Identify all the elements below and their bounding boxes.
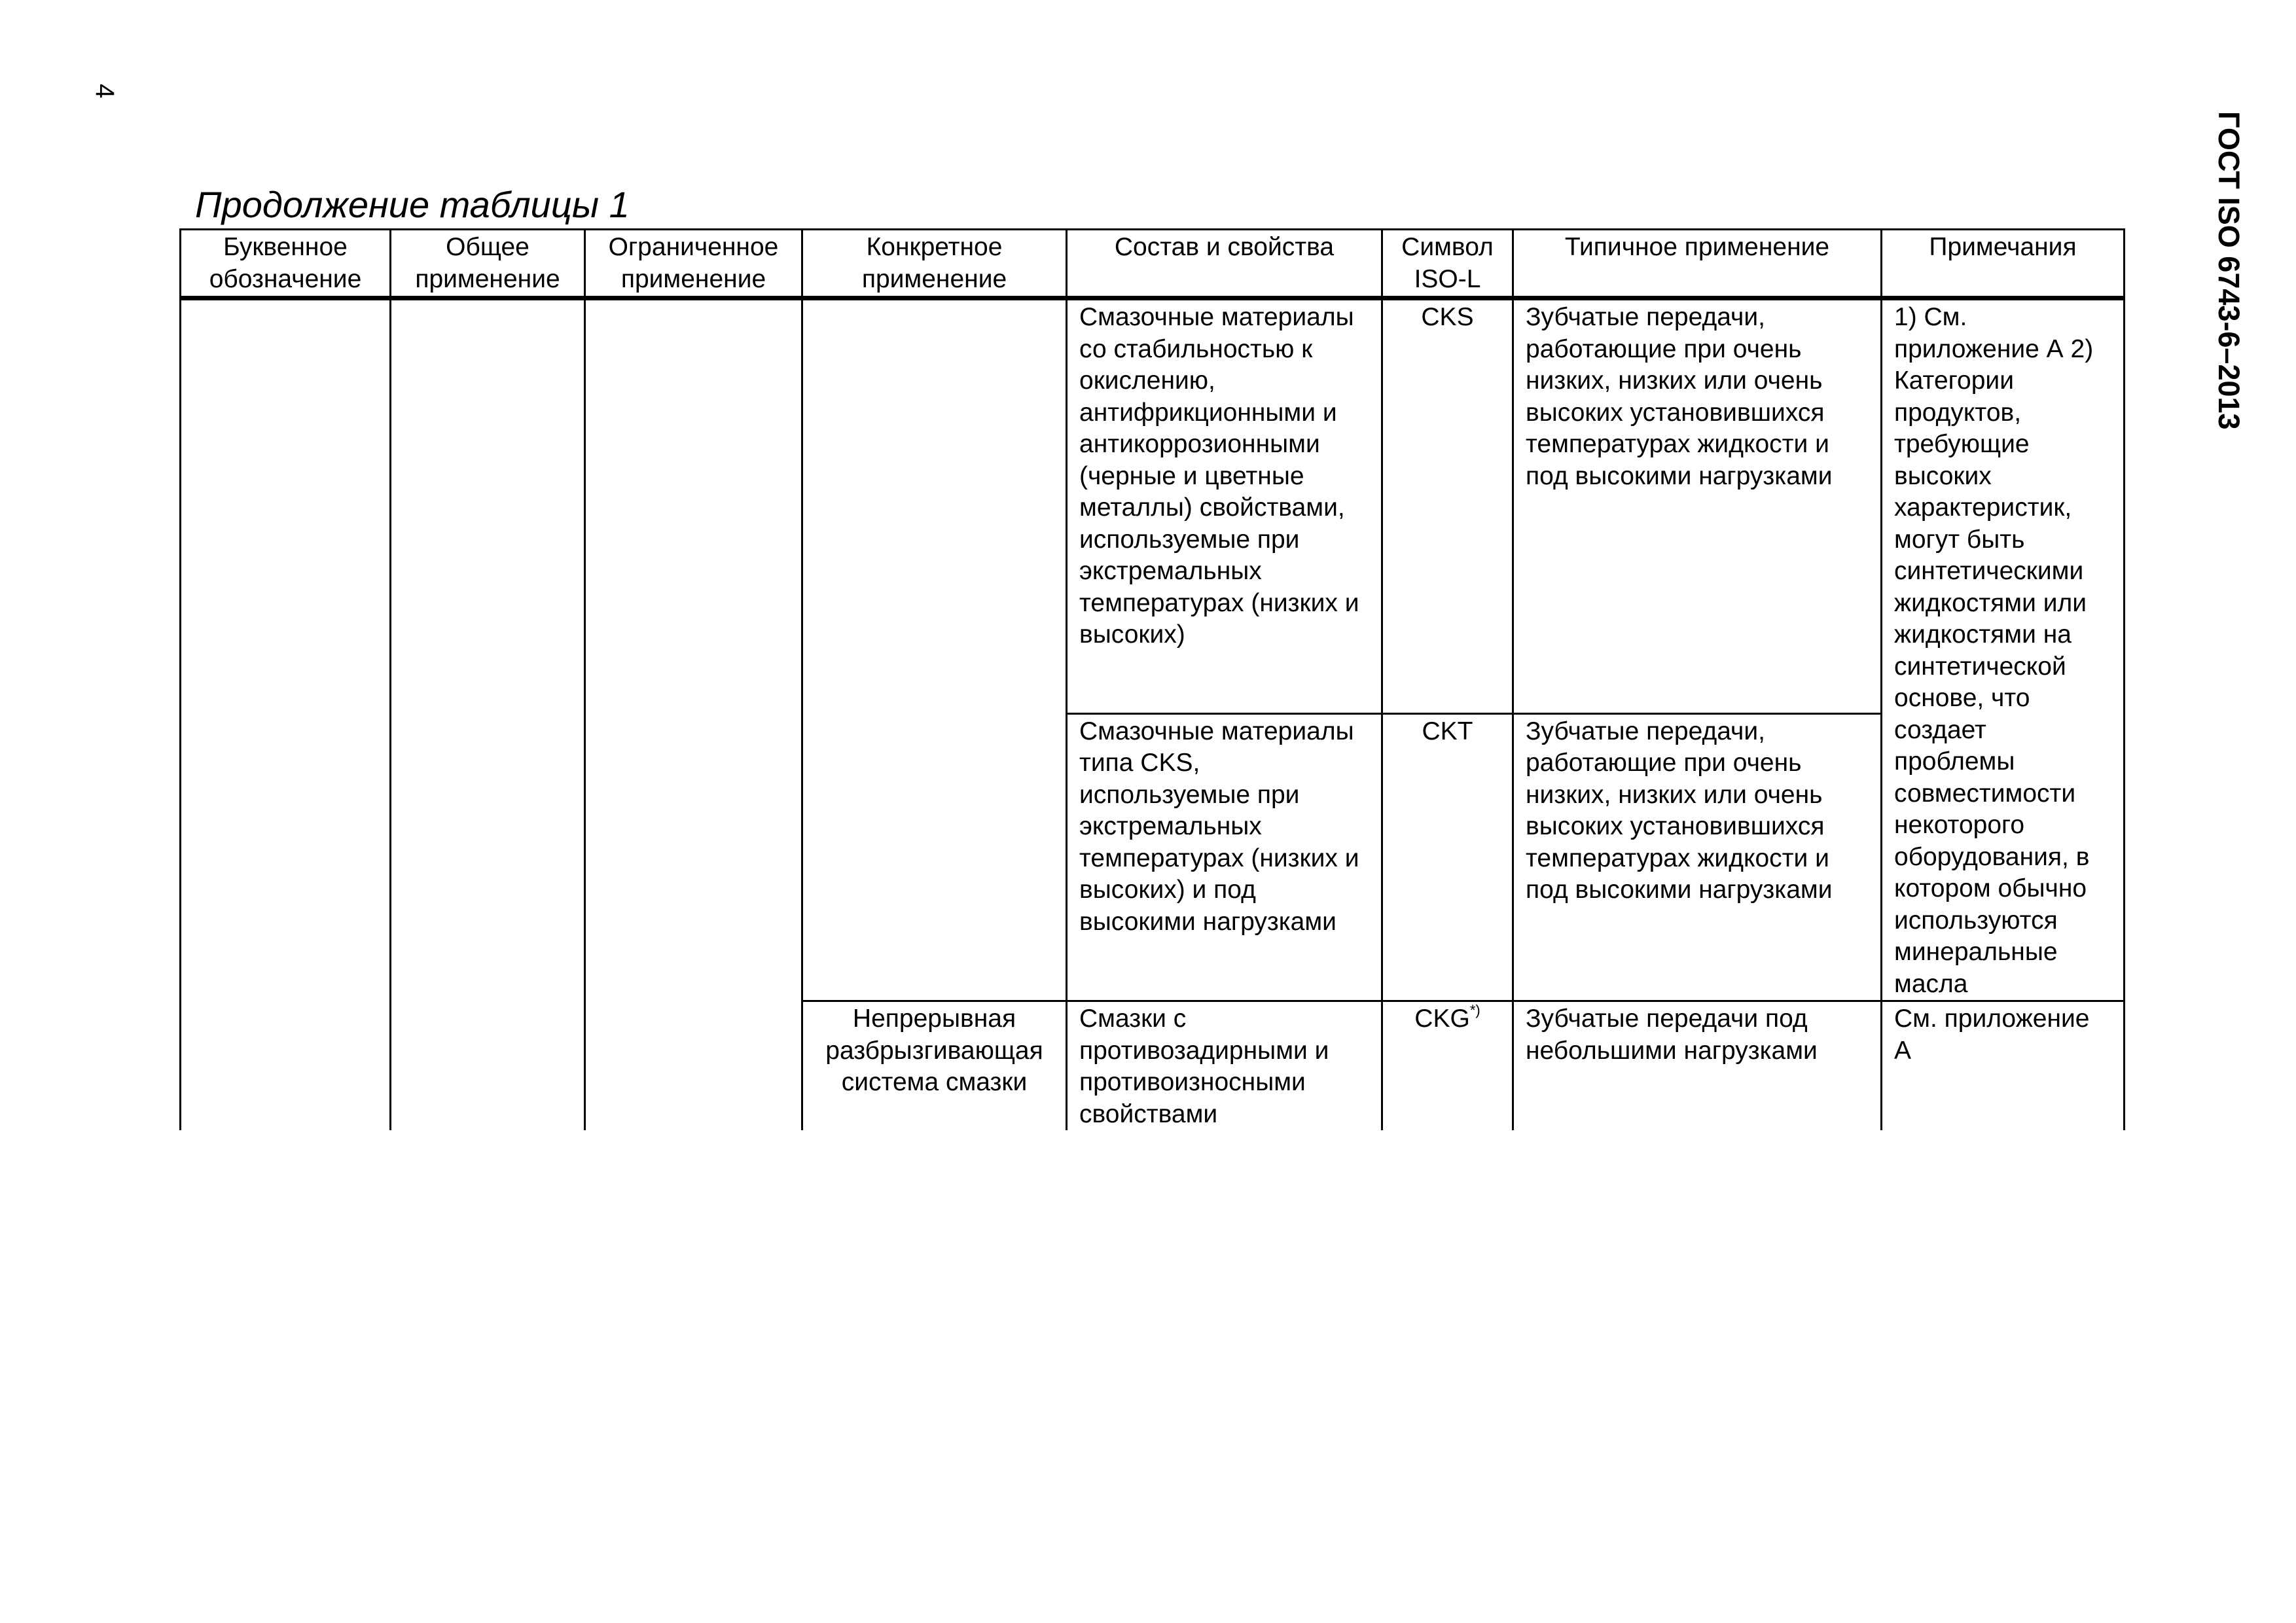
table-caption: Продолжение таблицы 1 xyxy=(195,184,630,225)
limited-use-cell xyxy=(585,298,802,1131)
typical-use-cell: Зубчатые передачи под небольшими нагрузками xyxy=(1513,1001,1882,1131)
notes-cell: См. приложение А xyxy=(1882,1001,2125,1131)
page-number: 4 xyxy=(90,84,119,99)
symbol-cell: CKS xyxy=(1382,298,1513,714)
composition-cell: Смазочные материалы типа CKS, используемые при экстремальных температурах (низких и высоких) и под высокими нагрузками xyxy=(1067,713,1382,1001)
symbol-cell xyxy=(1382,1001,1513,1131)
letter-designation-cell xyxy=(181,298,391,1131)
header-letter-designation: Буквенное обозначение xyxy=(181,230,391,298)
symbol-cell: CKT xyxy=(1382,713,1513,1001)
header-symbol: Символ ISO-L xyxy=(1382,230,1513,298)
header-composition: Состав и свойства xyxy=(1067,230,1382,298)
header-specific-use: Конкретное применение xyxy=(802,230,1067,298)
specific-use-cell xyxy=(802,298,1067,1001)
header-limited-use: Ограниченное применение xyxy=(585,230,802,298)
symbol-text: CKG xyxy=(1414,1005,1470,1033)
composition-cell: Смазки с противозадирными и противоизносными свойствами xyxy=(1067,1001,1382,1131)
document-code: ГОСТ ISO 6743-6–2013 xyxy=(2212,111,2246,430)
header-general-use: Общее применение xyxy=(391,230,585,298)
composition-cell: Смазочные материалы со стабильностью к окислению, антифрикционными и антикоррозионными (черные и цветные металлы) свойствами, используемые при экстремальных температурах (низких и высоких) xyxy=(1067,298,1382,714)
general-use-cell xyxy=(391,298,585,1131)
header-typical-use: Типичное применение xyxy=(1513,230,1882,298)
typical-use-cell: Зубчатые передачи, работающие при очень низких, низких или очень высоких установившихся температурах жидкости и под высокими нагрузками xyxy=(1513,713,1882,1001)
lubricants-table xyxy=(179,228,2125,1130)
header-notes: Примечания xyxy=(1882,230,2125,298)
typical-use-cell: Зубчатые передачи, работающие при очень низких, низких или очень высоких установившихся температурах жидкости и под высокими нагрузками xyxy=(1513,298,1882,714)
symbol-footnote-mark: *) xyxy=(1469,1002,1480,1018)
specific-use-cell: Непрерывная разбрызгивающая система смазки xyxy=(802,1001,1067,1131)
notes-cell: 1) См. приложение А 2) Категории продуктов, требующие высоких характеристик, могут быть синтетическими жидкостями или жидкостями на синтетической основе, что создает проблемы совместимости некоторого оборудования, в котором обычно используются минеральные масла xyxy=(1882,298,2125,1001)
table-row xyxy=(181,298,2125,714)
table-header-row xyxy=(181,230,2125,298)
